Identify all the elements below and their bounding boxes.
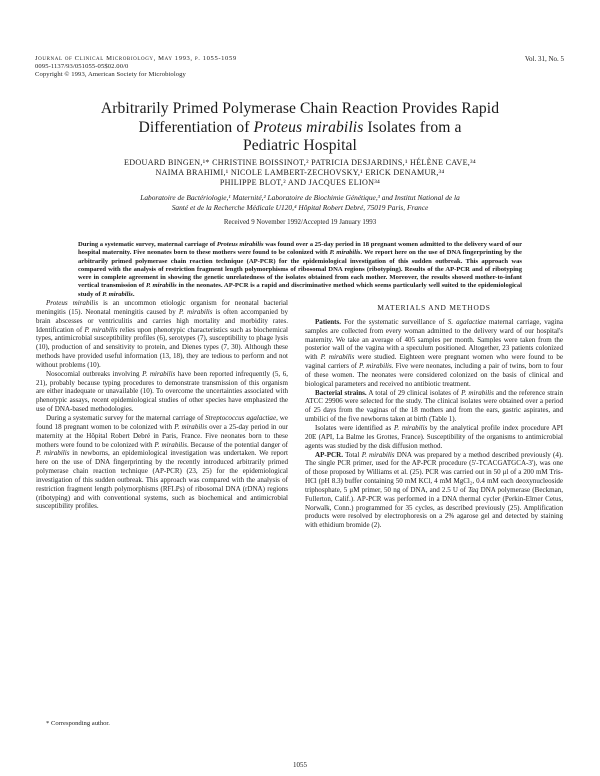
methods-identification: Isolates were identified as P. mirabilis by the analytical profile index procedure API 20E (API, La Balme les Grottes, France). Susceptibility of the organisms to antimicrobial agents was studied by the disk diffusion method. (305, 423, 564, 450)
author-line-1: EDOUARD BINGEN,¹* CHRISTINE BOISSINOT,² PATRICIA DESJARDINS,¹ HÉLÈNE CAVE,³⁴ (124, 158, 476, 167)
affiliations (50, 193, 550, 212)
issn-line: 0095-1137/93/051055-05$02.00/0 (35, 63, 129, 71)
volume-label: Vol. 31, No. 5 (524, 55, 564, 63)
methods-ap-pcr: AP-PCR. Total P. mirabilis DNA was prepared by a method described previously (4). The single PCR primer, used for the AP-PCR procedure (5'-TCACGATGCA-3'), was one of those proposed by Williams et al. (25). PCR was carried out in 50 μl of a 200 mM Tris-HCl (pH 8.3) buffer containing 50 mM KCl, 4 mM MgCl₂, 0.4 mM each deoxynucleoside triphosphate, 5 μM primer, 50 ng of DNA, and 2.5 U of Taq DNA polymerase (Beckman, Fullerton, Calif.). AP-PCR was performed in a DNA thermal cycler (Perkin-Elmer Cetus, Norwalk, Conn.) programmed for 35 cycles, as described previously (25). Amplification products were resolved by electrophoresis on a 2% agarose gel and detected by staining with ethidium bromide (2). (305, 450, 563, 530)
journal-citation-line: Journal of Clinical Microbiology, May 1993, p. 1055-1059 (35, 55, 237, 62)
intro-paragraph-2: Nosocomial outbreaks involving P. mirabilis have been reported infrequently (5, 6, 21), probably because typing procedures to demonstrate transmission of this organism are either inadequate or unavailable (10). To overcome the uncertainties associated with phenotypic assays, recent epidemiological studies of other species have emphasized the use of DNA-based methodologies. (36, 369, 289, 414)
received-dates: Received 9 November 1992/Accepted 19 January 1993 (223, 219, 377, 226)
intro-paragraph-3: During a systematic survey for the maternal carriage of Streptococcus agalactiae, we found 18 pregnant women to be colonized with P. mirabilis over a 25-day period in our maternity at the Hôpital Robert Debré in Paris, France. Five neonates born to these mothers were found to be colonized with P. mirabilis. Because of the potential danger of P. mirabilis in newborns, an epidemiological investigation was undertaken. We report here on the use of DNA fingerprinting by the recently introduced arbitrarily primed polymerase chain reaction technique (AP-PCR) (23, 25) for the epidemiological investigation of this sudden outbreak. This approach was compared with the analysis of restriction fragment length polymorphisms (RFLPs) of ribosomal DNA (rDNA) regions (ribotyping) and with conventional systems, such as biochemical and antimicrobial susceptibility profiles. (36, 413, 288, 511)
right-column (305, 299, 563, 530)
affiliation-line-2: Santé et de la Recherche Médicale U120,⁴ Hôpital Robert Debré, 75019 Paris, France (171, 202, 429, 212)
left-column (36, 299, 288, 511)
author-list (40, 158, 560, 189)
title-line-2-end: Isolates from a (363, 118, 462, 136)
title-organism: Proteus mirabilis (253, 118, 364, 136)
title-line-2 (40, 119, 560, 138)
title-line-3: Pediatric Hospital (243, 137, 357, 154)
title-line-1: Arbitrarily Primed Polymerase Chain Reaction Provides Rapid (100, 100, 500, 117)
page-number: 1055 (293, 761, 307, 769)
methods-bacterial-strains: Bacterial strains. A total of 29 clinical isolates of P. mirabilis and the reference strain ATCC 29906 were selected for the study. The clinical isolates were obtained over a period of 25 days from the vaginas of the 18 mothers and from the ears, gastric aspirates, and umbilici of the five newborns taken at birth (Table 1). (305, 388, 563, 424)
author-line-3: PHILIPPE BLOT,² AND JACQUES ELION³⁴ (219, 178, 381, 188)
author-line-2: NAIMA BRAHIMI,¹ NICOLE LAMBERT-ZECHOVSKY,¹ ERICK DENAMUR,³⁴ (155, 168, 445, 178)
section-heading-methods: MATERIALS AND METHODS (377, 303, 491, 312)
intro-paragraph-1: Proteus mirabilis is an uncommon etiologic organism for neonatal bacterial meningitis (15). Neonatal meningitis caused by P. mirabilis is often accompanied by brain abscesses or ventriculitis and carries high mortality and morbidity rates. Identification of P. mirabilis relies upon phenotypic characteristics such as biochemical types, antimicrobial susceptibility profiles (6), serotypes (7), susceptibility to phage lysis (10), production of and sensitivity to protein, and Dienes types (7, 30). Although these methods have provided useful information (13, 18), they are tedious to perform and not without problems (10). (36, 299, 289, 369)
affiliation-line-1: Laboratoire de Bactériologie,¹ Maternité,² Laboratoire de Biochimie Génétique,³ and Institut National de la (140, 193, 460, 202)
corresponding-author-footnote: * Corresponding author. (46, 720, 110, 727)
abstract: During a systematic survey, maternal carriage of Proteus mirabilis was found over a 25-day period in 18 pregnant women admitted to the delivery ward of our hospital maternity. Five neonates born to these mothers were found to be colonized with P. mirabilis. We report here on the use of DNA fingerprinting by the arbitrarily primed polymerase chain reaction technique (AP-PCR) for the epidemiological investigation of this sudden outbreak. This approach was compared with the analysis of restriction fragment length polymorphisms of ribosomal DNA regions (ribotyping). Results of the AP-PCR and of ribotyping were in complete agreement in showing the genetic unrelatedness of the isolates obtained from each mother. Moreover, the results showed mother-to-infant vertical transmission of P. mirabilis in the neonates. AP-PCR is a rapid and discriminative method which seems particularly well suited to the epidemiological study of P. mirabilis. (78, 241, 522, 298)
header-citation (35, 55, 237, 80)
article-title (40, 100, 560, 156)
copyright-line: Copyright © 1993, American Society for Microbiology (35, 71, 186, 79)
running-header (35, 55, 564, 95)
title-line-2-start: Differentiation of (138, 118, 254, 136)
methods-patients: Patients. For the systematic surveillance of S. agalactiae maternal carriage, vagina samples are collected from every woman admitted to the delivery ward of our hospital's maternity. We take an average of 405 samples per month. Samples were taken from the posterior wall of the vagina with a speculum positioned. Altogether, 23 patients colonized with P. mirabilis were studied. Eighteen were pregnant women who were found to be vaginal carriers of P. mirabilis. Five were neonates, including a pair of twins, born to four of these women. The neonates were considered colonized on the basis of clinical and biological parameters and received no antibiotic treatment. (305, 317, 564, 388)
